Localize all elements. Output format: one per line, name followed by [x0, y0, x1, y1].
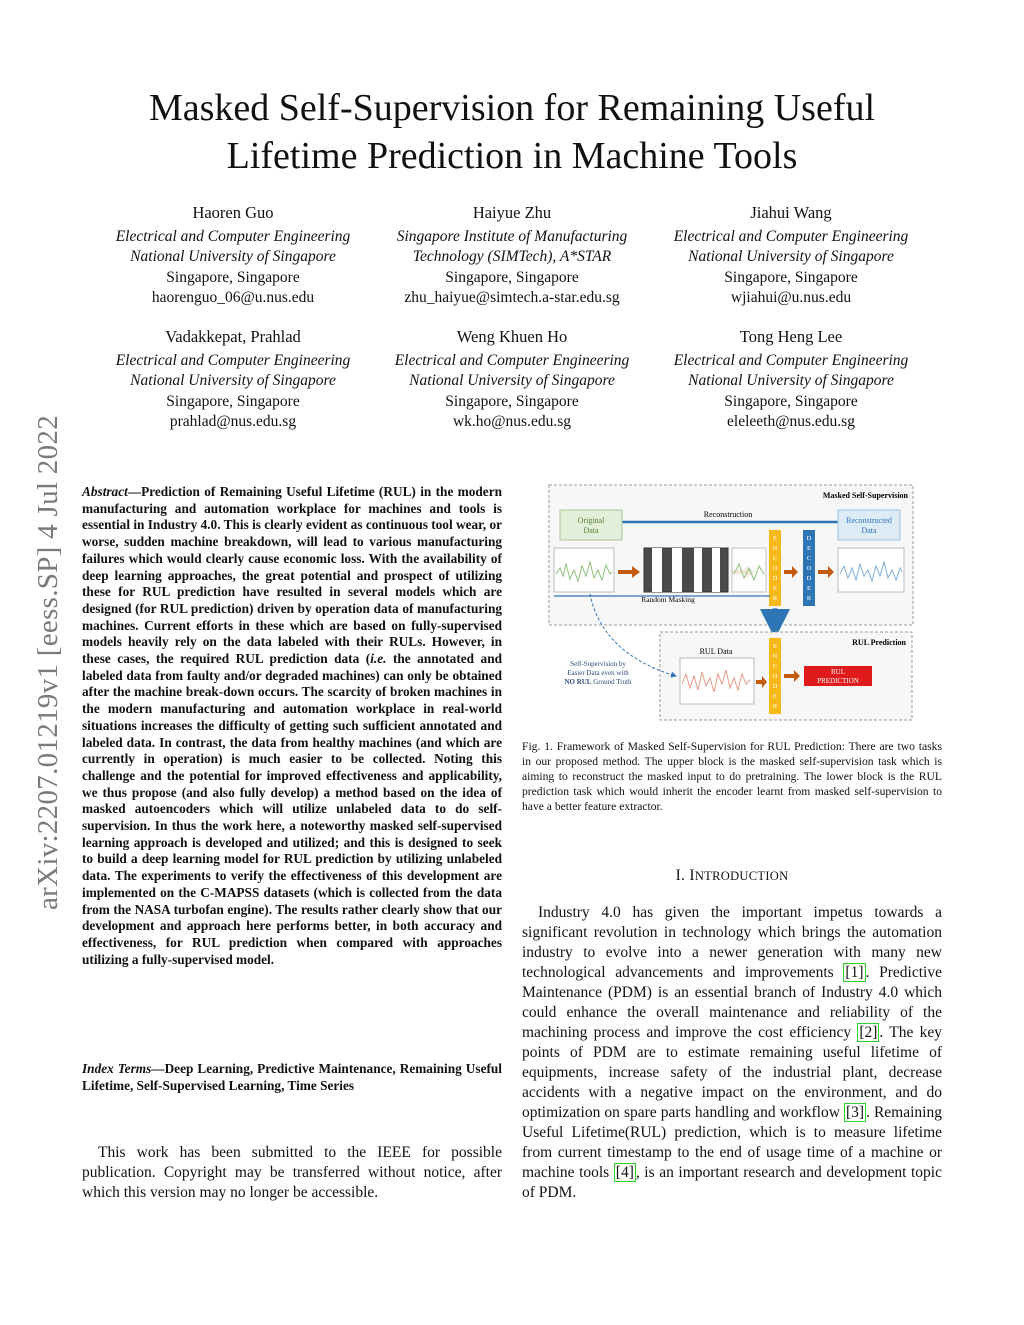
section-heading: [522, 867, 942, 885]
reconstructed-data-label: Reconstructed: [846, 516, 892, 525]
author-email: eleleeth@nus.edu.sg: [727, 413, 855, 430]
encoder-letter: D: [772, 575, 778, 582]
author-location: Singapore, Singapore: [724, 268, 858, 286]
intro-text: Industry 4.0 has given the important impetus towards a significant revolution in technology which brings the automation industry to evolve into a newer generation with many new technological advancements and improvements: [522, 904, 942, 981]
reconstructed-signal-panel: [838, 548, 904, 592]
author-affiliation: National University of Singapore: [409, 372, 615, 389]
figure-1: [548, 484, 914, 724]
author-name: Weng Khuen Ho: [456, 327, 568, 346]
author-affiliation: Singapore Institute of Manufacturing: [396, 227, 628, 245]
masked-ssl-title: Masked Self-Supervision: [822, 491, 908, 500]
paper-title: [0, 84, 1024, 180]
encoder-letter: O: [772, 565, 778, 572]
decoder-letter: E: [807, 545, 811, 552]
encoder-letter: E: [773, 585, 777, 592]
author-affiliation: National University of Singapore: [688, 248, 894, 265]
section-number: I.: [675, 867, 686, 884]
submission-note: This work has been submitted to the IEEE for possible publication. Copyright may be transferred without notice, after which this version may no longer be accessible.: [82, 1144, 502, 1201]
figure-caption: Fig. 1. Framework of Masked Self-Supervision for RUL Prediction: There are two tasks in our proposed method. The upper block is the masked self-supervision task which is aiming to reconstruct the masked input to do pretraining. The lower block is the RUL prediction task which would inherit the encoder learnt from masked self-supervision to have a better feature extractor.: [522, 740, 942, 813]
reconstruction-label: Reconstruction: [703, 510, 753, 519]
author-block: [646, 203, 936, 309]
decoder-letter: O: [806, 565, 812, 572]
index-terms-label: Index Terms: [82, 1061, 152, 1076]
introduction-paragraph: [522, 903, 942, 1203]
encoder-letter: E: [773, 643, 777, 650]
self-supervision-note: Easier Data even with: [567, 669, 629, 677]
title-line-2: Lifetime Prediction in Machine Tools: [226, 135, 798, 177]
decoder-letter: R: [806, 595, 812, 602]
author-name: Tong Heng Lee: [739, 327, 843, 346]
author-name: Jiahui Wang: [750, 203, 832, 222]
author-block: [88, 327, 378, 433]
encoder-letter: R: [772, 595, 778, 602]
encoder-letter: E: [773, 693, 777, 700]
author-location: Singapore, Singapore: [724, 392, 858, 410]
encoder-letter: N: [772, 653, 778, 660]
author-block: [367, 327, 657, 433]
author-affiliation: Technology (SIMTech), A*STAR: [412, 248, 612, 265]
author-name: Haiyue Zhu: [472, 203, 552, 222]
citation-link[interactable]: [3]: [845, 1104, 865, 1121]
author-affiliation: Electrical and Computer Engineering: [673, 227, 909, 245]
author-email: wjiahui@u.nus.edu: [730, 289, 852, 306]
abstract-text-2: the annotated and labeled data from faulty and/or degraded machines) can only be obtained after the machine break-down occurs. The scarcity of broken machines in the modern manufacturing and automation workplace in real-world situations increases the difficulty of getting such sufficient annotated and labeled data. In contrast, the data from healthy machines (and which are currently in operation) is much easier to be collected. Noting this challenge and the potential for improved effectiveness and applicability, we thus propose (and also fully develop) a method based on the idea of masked autoencoders which will utilize unlabeled data to do self-supervision. In thus the work here, a noteworthy masked self-supervised learning approach is developed and utilized; and this is designed to seek to build a deep learning model for RUL prediction by utilizing unlabeled data. The experiments to verify the effectiveness of this development are implemented on the C-MAPSS datasets (which is collected from the data from the NASA turbofan engine). The results rather clearly show that our development and approach here performs better, in both accuracy and effectiveness, for RUL prediction when compared with approaches utilizing a fully-supervised model.: [82, 651, 502, 967]
abstract: [82, 484, 502, 968]
partial-signal-panel: [732, 548, 766, 592]
decoder-letter: D: [806, 575, 812, 582]
encoder-letter: N: [772, 545, 778, 552]
author-block: [646, 327, 936, 433]
author-affiliation: Electrical and Computer Engineering: [115, 351, 351, 369]
rul-signal-panel: [680, 658, 754, 704]
encoder-letter: C: [772, 555, 778, 562]
author-affiliation: Electrical and Computer Engineering: [115, 227, 351, 245]
index-terms-text: Deep Learning, Predictive Maintenance, Remaining Useful Lifetime, Self-Supervised Learning, Time Series: [82, 1061, 502, 1093]
intro-text: . The key points of PDM are to estimate remaining useful lifetime of equipments, increase safety of the industrial plant, decrease accidents with a negative impact on the environment, and do optimization on spare parts handling and workflow: [522, 1024, 942, 1121]
author-name: Haoren Guo: [192, 203, 274, 222]
author-affiliation: Electrical and Computer Engineering: [394, 351, 630, 369]
intro-text: , is an important research and development topic of PDM.: [522, 1164, 942, 1201]
reconstructed-data-label: Data: [861, 526, 877, 535]
intro-text: . Remaining Useful Lifetime(RUL) prediction, which is to measure lifetime from current timestamp to the end of usage time of a machine or machine tools: [522, 1104, 942, 1181]
rul-output-label: RUL: [831, 668, 845, 676]
index-terms: [82, 1061, 502, 1094]
abstract-ie: i.e.: [370, 651, 387, 667]
ground-truth-text: Ground Truth: [591, 678, 632, 686]
author-location: Singapore, Singapore: [445, 268, 579, 286]
author-location: Singapore, Singapore: [445, 392, 579, 410]
encoder-letter: R: [772, 703, 778, 710]
rul-prediction-title: RUL Prediction: [852, 638, 906, 647]
author-location: Singapore, Singapore: [166, 268, 300, 286]
abstract-label: Abstract: [82, 484, 128, 499]
author-affiliation: National University of Singapore: [688, 372, 894, 389]
intro-text: . Predictive Maintenance (PDM) is an essential branch of Industry 4.0 which could enhance the overall maintenance and reliability of the machining process and improve the cost efficiency: [522, 964, 942, 1041]
author-email: haorenguo_06@u.nus.edu: [151, 289, 315, 306]
citation-link[interactable]: [2]: [859, 1024, 878, 1041]
no-rul-text: NO RUL: [564, 678, 592, 686]
self-supervision-note: Self-Supervision by: [570, 660, 626, 668]
section-title-rest: NTRODUCTION: [694, 869, 789, 883]
encoder-letter: D: [772, 683, 778, 690]
rul-output-label: PREDICTION: [817, 677, 859, 685]
encoder-letter: C: [772, 663, 778, 670]
citation-link[interactable]: [1]: [845, 964, 864, 981]
arxiv-identifier: [30, 365, 66, 960]
abstract-text-1: Prediction of Remaining Useful Lifetime (RUL) in the modern manufacturing and automation workplace for machines and tools is essential in Industry 4.0. This is clearly evident as continuous tool wear, or worse, sudden machine breakdown, will lead to various manufacturing failures which would clearly cause economic loss. With the availability of deep learning approaches, the great potential and prospect of utilizing these for RUL prediction have resulted in several models which are designed (for RUL prediction) driven by operation data of manufacturing machines. Current efforts in these which are based on fully-supervised models heavily rely on the data labeled with their RULs. However, in these cases, the required RUL prediction data (: [82, 484, 502, 667]
author-email: zhu_haiyue@simtech.a-star.edu.sg: [404, 289, 620, 306]
decoder-letter: D: [806, 535, 812, 542]
author-location: Singapore, Singapore: [166, 392, 300, 410]
section-first-letter: I: [689, 867, 695, 884]
rul-data-label: RUL Data: [699, 647, 733, 656]
random-masking-label: Random Masking: [641, 595, 695, 604]
index-terms-dash: —: [151, 1061, 165, 1076]
citation-link[interactable]: [4]: [615, 1164, 634, 1181]
title-line-1: Masked Self-Supervision for Remaining Useful: [148, 87, 876, 129]
decoder-letter: C: [806, 555, 812, 562]
author-email: prahlad@nus.edu.sg: [169, 413, 297, 430]
author-affiliation: National University of Singapore: [130, 372, 336, 389]
author-affiliation: National University of Singapore: [130, 248, 336, 265]
author-affiliation: Electrical and Computer Engineering: [673, 351, 909, 369]
decoder-letter: E: [807, 585, 811, 592]
encoder-letter: E: [773, 535, 777, 542]
author-name: Vadakkepat, Prahlad: [165, 327, 301, 346]
author-email: wk.ho@nus.edu.sg: [452, 413, 572, 430]
arxiv-id-text: arXiv:2207.01219v1 [eess.SP] 4 Jul 2022: [31, 414, 64, 911]
encoder-letter: O: [772, 673, 778, 680]
original-data-label: Data: [583, 526, 599, 535]
author-block: [367, 203, 657, 309]
reconstructed-data-box: [838, 510, 900, 540]
self-supervision-note: [564, 678, 632, 686]
original-data-label: Original: [577, 516, 605, 525]
abstract-dash: —: [127, 484, 142, 499]
original-data-box: [560, 510, 622, 540]
author-block: [88, 203, 378, 309]
